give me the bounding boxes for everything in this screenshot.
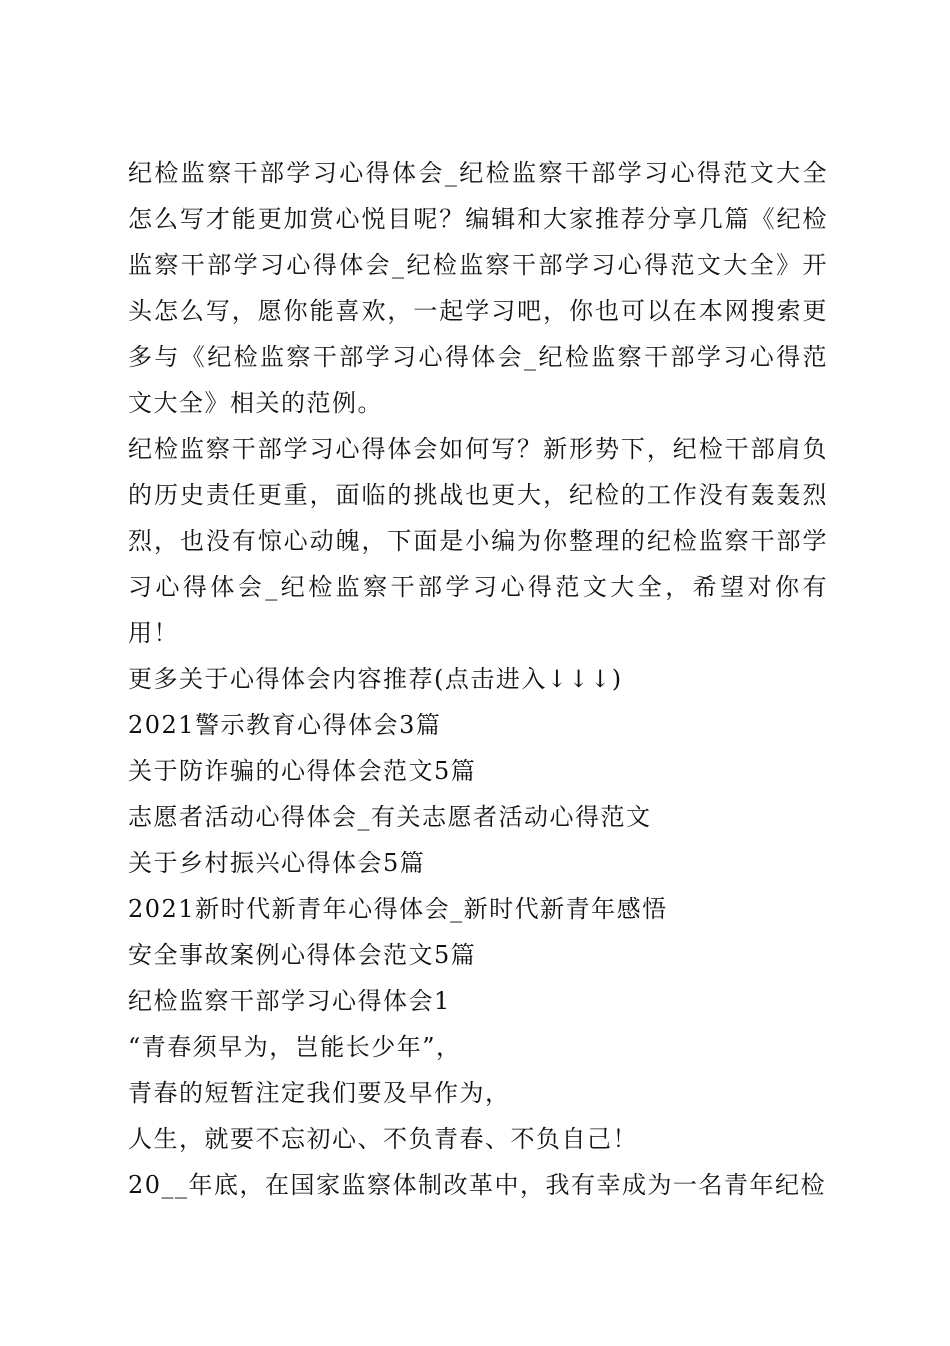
recommendation-link-5[interactable]: 2021新时代新青年心得体会_新时代新青年感悟 — [128, 895, 668, 923]
quote-line-1: “青春须早为，岂能长少年”， — [128, 1033, 462, 1061]
recommendation-link-3[interactable]: 志愿者活动心得体会_有关志愿者活动心得范文 — [128, 803, 652, 831]
intro-paragraph: 纪检监察干部学习心得体会_纪检监察干部学习心得范文大全怎么写才能更加赏心悦目呢？编辑和大家推荐分享几篇《纪检监察干部学习心得体会_纪检监察干部学习心得范文大全》开头怎么写，愿你能喜欢，一起学习吧，你也可以在本网搜索更多与《纪检监察干部学习心得体会_纪检监察干部学习心得范文大全》相关的范例。 — [128, 159, 828, 417]
quote-line-2: 青春的短暂注定我们要及早作为， — [128, 1079, 511, 1107]
document-body — [128, 150, 828, 1208]
body-text-line: 20__年底，在国家监察体制改革中，我有幸成为一名青年纪检 — [128, 1171, 827, 1199]
recommendation-link-4[interactable]: 关于乡村振兴心得体会5篇 — [128, 849, 426, 877]
recommendation-link-6[interactable]: 安全事故案例心得体会范文5篇 — [128, 941, 477, 969]
summary-paragraph: 纪检监察干部学习心得体会如何写？新形势下，纪检干部肩负的历史责任更重，面临的挑战也更大，纪检的工作没有轰轰烈烈，也没有惊心动魄，下面是小编为你整理的纪检监察干部学习心得体会_纪检监察干部学习心得范文大全，希望对你有用！ — [128, 435, 828, 647]
more-recommendations-label: 更多关于心得体会内容推荐(点击进入↓↓↓) — [128, 665, 623, 693]
section-title: 纪检监察干部学习心得体会1 — [128, 987, 451, 1015]
quote-line-3: 人生，就要不忘初心、不负青春、不负自己！ — [128, 1125, 638, 1153]
recommendation-link-2[interactable]: 关于防诈骗的心得体会范文5篇 — [128, 757, 477, 785]
recommendation-link-1[interactable]: 2021警示教育心得体会3篇 — [128, 711, 442, 739]
